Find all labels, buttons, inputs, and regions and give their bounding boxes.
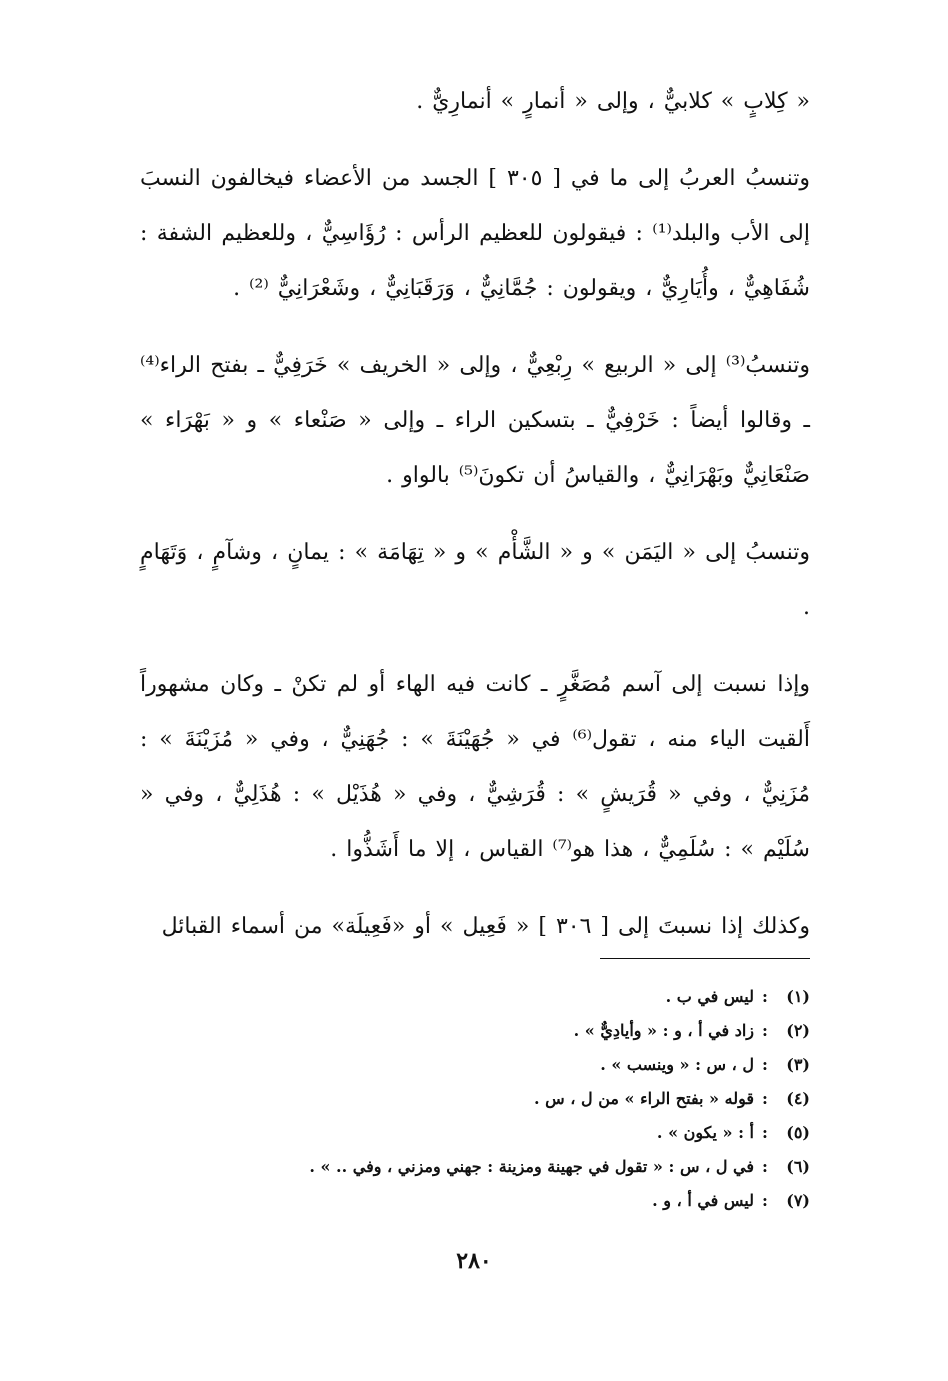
footnote-number: (٤): [786, 1089, 810, 1108]
paragraph-2: وتنسبُ العربُ إلى ما في [ ٣٠٥ ] الجسد من الأعضاء فيخالفون النسبَ إلى الأب والبلد⁽¹⁾ : فيقولون للعظيم الرأس : رُؤَاسِيٌّ ، وللعظيم الشفة : شُفَاهِيٌّ ، وأُيَارِيٌّ ، ويقولون : جُمَّانِيٌّ ، وَرَقَبَانِيٌّ ، وشَعْرَانِيٌّ ⁽²⁾ .: [140, 166, 810, 301]
footnote-text: قوله « بفتح الراء » من ل ، س .: [534, 1089, 754, 1108]
footnote-text: زاد في أ ، و : « وأيادِيٌّ » .: [573, 1021, 754, 1040]
page-number: ٢٨٠: [456, 1248, 492, 1274]
footnote-text: ل ، س : « وينسب » .: [600, 1055, 754, 1074]
footnote-5: (٥):أ : « يكون » .: [140, 1116, 810, 1150]
footnotes: [140, 980, 810, 1218]
footnote-number: (٢): [786, 1021, 810, 1040]
footnote-text: ليس في أ ، و .: [652, 1191, 754, 1210]
footnote-number: (١): [786, 987, 810, 1006]
paragraph-6: وكذلك إذا نسبتَ إلى [ ٣٠٦ ] « فَعِيل » أو «فَعِيلَة» من أسماء القبائل: [161, 914, 810, 939]
footnote-7: (٧):ليس في أ ، و .: [140, 1184, 810, 1218]
footnote-number: (٦): [786, 1157, 810, 1176]
footnote-number: (٣): [786, 1055, 810, 1074]
paragraph-3: وتنسبُ⁽³⁾ إلى « الربيع » رِبْعِيٌّ ، وإلى « الخريف » خَرَفِيٌّ ـ بفتح الراء⁽⁴⁾ ـ وقالوا أيضاً : خَرْفِيٌّ ـ بتسكين الراء ـ وإلى « صَنْعاء » و « بَهْرَاء » صَنْعَانِيٌّ وبَهْرَانِيٌّ ، والقياسُ أن تكونَ⁽⁵⁾ بالواو .: [140, 353, 810, 488]
paragraph-4: وتنسبُ إلى « اليَمَن » و « الشَّأْم » و « تِهَامَة » : يمانٍ ، وشآمٍ ، وَتَهَامٍ .: [140, 540, 810, 620]
paragraph-1: « كِلابٍ » كلابيٌّ ، وإلى « أنمارٍ » أنمارِيٌّ .: [416, 89, 810, 114]
footnote-2: (٢):زاد في أ ، و : « وأيادِيٌّ » .: [140, 1014, 810, 1048]
footnote-number: (٥): [786, 1123, 810, 1142]
footnote-4: (٤):قوله « بفتح الراء » من ل ، س .: [140, 1082, 810, 1116]
footnote-1: (١):ليس في ب .: [140, 980, 810, 1014]
main-text: [140, 60, 810, 954]
footnote-text: في ل ، س : « تقول في جهينة ومزينة : جهني ومزني ، وفي .. » .: [309, 1157, 754, 1176]
footnote-text: أ : « يكون » .: [656, 1123, 754, 1142]
paragraph-5: وإذا نسبت إلى آسم مُصَغَّرٍ ـ كانت فيه الهاء أو لم تكنْ ـ وكان مشهوراً أَلقيت الياء منه ، تقول⁽⁶⁾ في « جُهَيْنَةَ » : جُهَنِيٌّ ، وفي « مُزَيْنَةَ » : مُزَنِيٌّ ، وفي « قُرَيشٍ » : قُرَشِيٌّ ، وفي « هُذَيْل » : هُذَلِيٌّ ، وفي « سُلَيْم » : سُلَمِيٌّ ، هذا هو⁽⁷⁾ القياس ، إلا ما أَشَذُّوا .: [140, 672, 810, 862]
footnote-separator: [600, 958, 810, 959]
footnote-text: ليس في ب .: [665, 987, 754, 1006]
footnote-6: (٦):في ل ، س : « تقول في جهينة ومزينة : جهني ومزني ، وفي .. » .: [140, 1150, 810, 1184]
footnote-3: (٣):ل ، س : « وينسب » .: [140, 1048, 810, 1082]
footnote-number: (٧): [786, 1191, 810, 1210]
